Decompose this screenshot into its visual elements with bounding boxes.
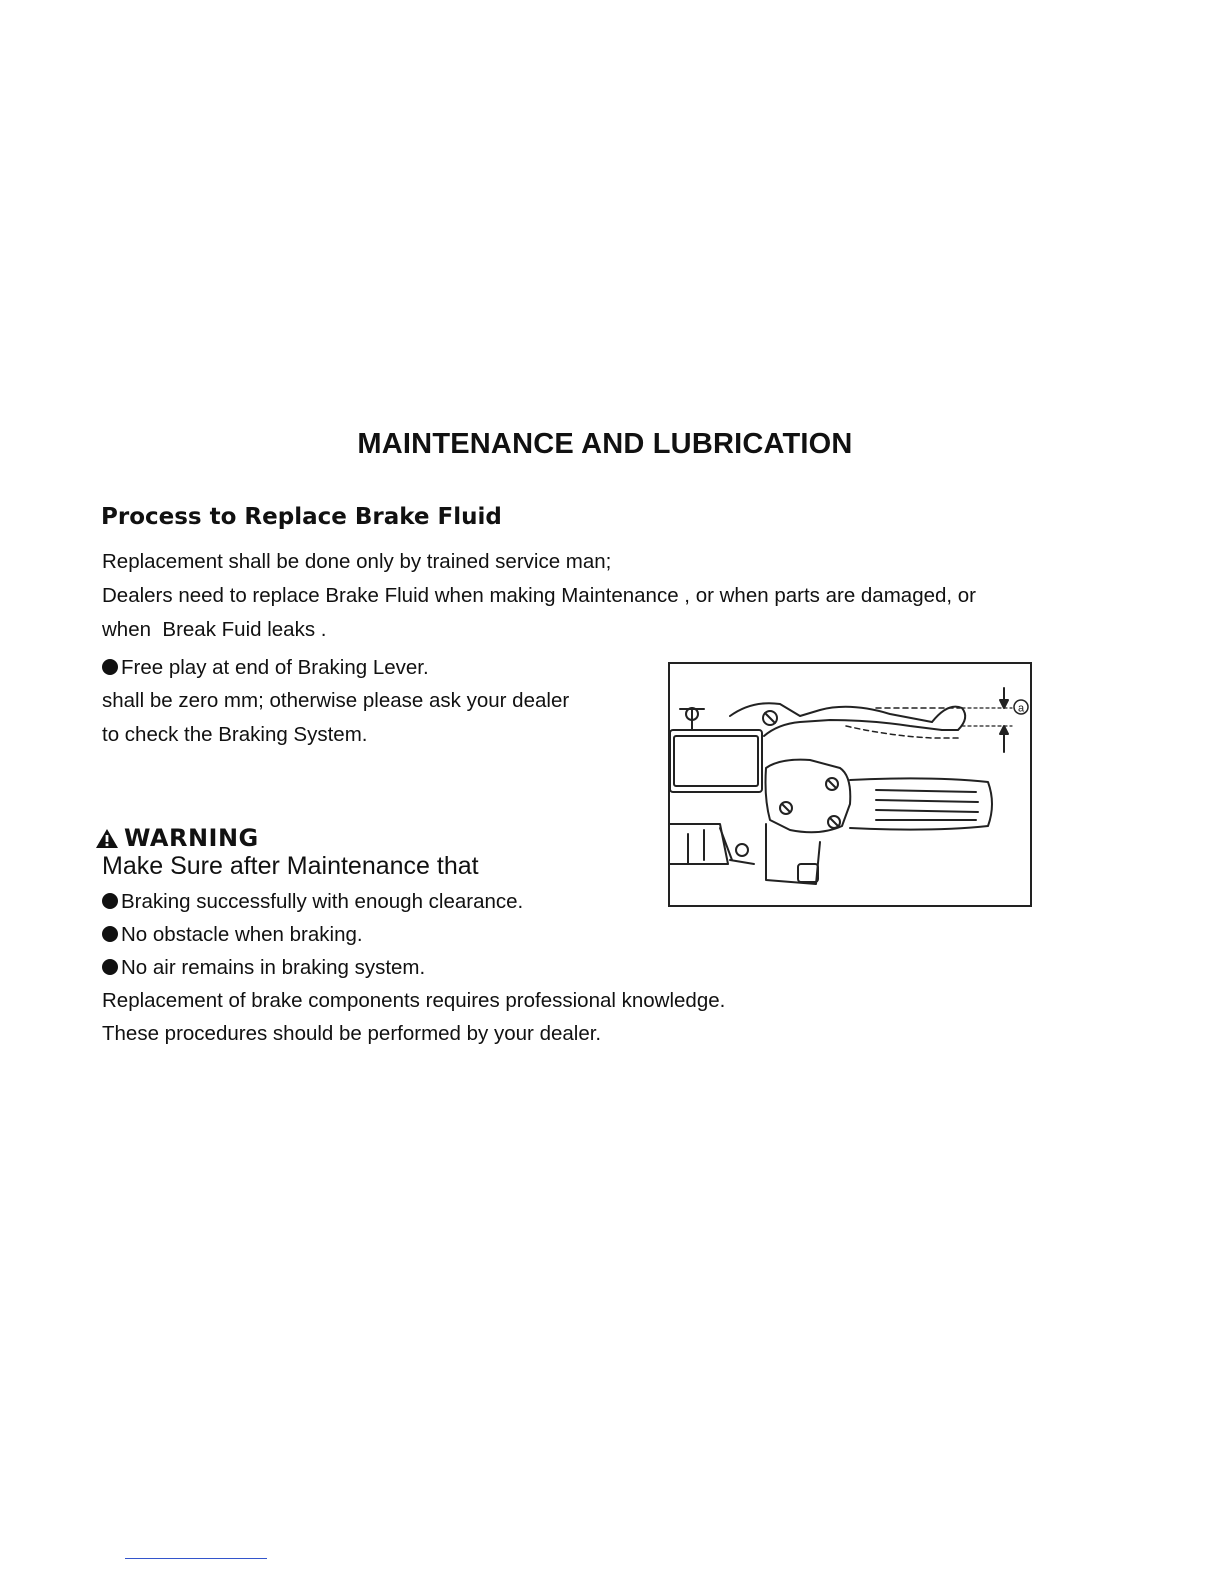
bullet-icon bbox=[102, 659, 118, 675]
warning-bullet-text: No obstacle when braking. bbox=[121, 923, 363, 946]
warning-triangle-icon bbox=[95, 828, 119, 849]
warning-bullet bbox=[102, 890, 523, 914]
free-play-item bbox=[102, 656, 429, 680]
free-play-text: Free play at end of Braking Lever. bbox=[121, 656, 429, 679]
section-heading: Process to Replace Brake Fluid bbox=[101, 504, 502, 530]
warning-lead: Make Sure after Maintenance that bbox=[102, 852, 479, 880]
warning-bullet bbox=[102, 923, 363, 947]
bullet-icon bbox=[102, 926, 118, 942]
brake-lever-diagram-icon bbox=[670, 664, 1030, 905]
intro-line-1: Replacement shall be done only by trained service man; bbox=[102, 550, 612, 573]
free-play-line-2: to check the Braking System. bbox=[102, 723, 368, 746]
footer-rule bbox=[125, 1558, 267, 1559]
page-title: MAINTENANCE AND LUBRICATION bbox=[357, 428, 853, 460]
free-play-line-1: shall be zero mm; otherwise please ask your dealer bbox=[102, 689, 570, 712]
closing-line-2: These procedures should be performed by your dealer. bbox=[102, 1022, 602, 1045]
warning-label bbox=[95, 824, 259, 852]
warning-bullet-text: No air remains in braking system. bbox=[121, 956, 426, 979]
brake-lever-figure bbox=[668, 662, 1032, 907]
intro-line-2: Dealers need to replace Brake Fluid when making Maintenance , or when parts are damaged, or bbox=[102, 584, 977, 607]
warning-bullet bbox=[102, 956, 425, 980]
bullet-icon bbox=[102, 893, 118, 909]
bullet-icon bbox=[102, 959, 118, 975]
warning-text: WARNING bbox=[124, 824, 259, 852]
figure-callout: a bbox=[1017, 702, 1025, 715]
intro-line-3: when Break Fuid leaks . bbox=[102, 618, 327, 641]
closing-line-1: Replacement of brake components requires professional knowledge. bbox=[102, 989, 726, 1012]
warning-bullet-text: Braking successfully with enough clearance. bbox=[121, 890, 524, 913]
